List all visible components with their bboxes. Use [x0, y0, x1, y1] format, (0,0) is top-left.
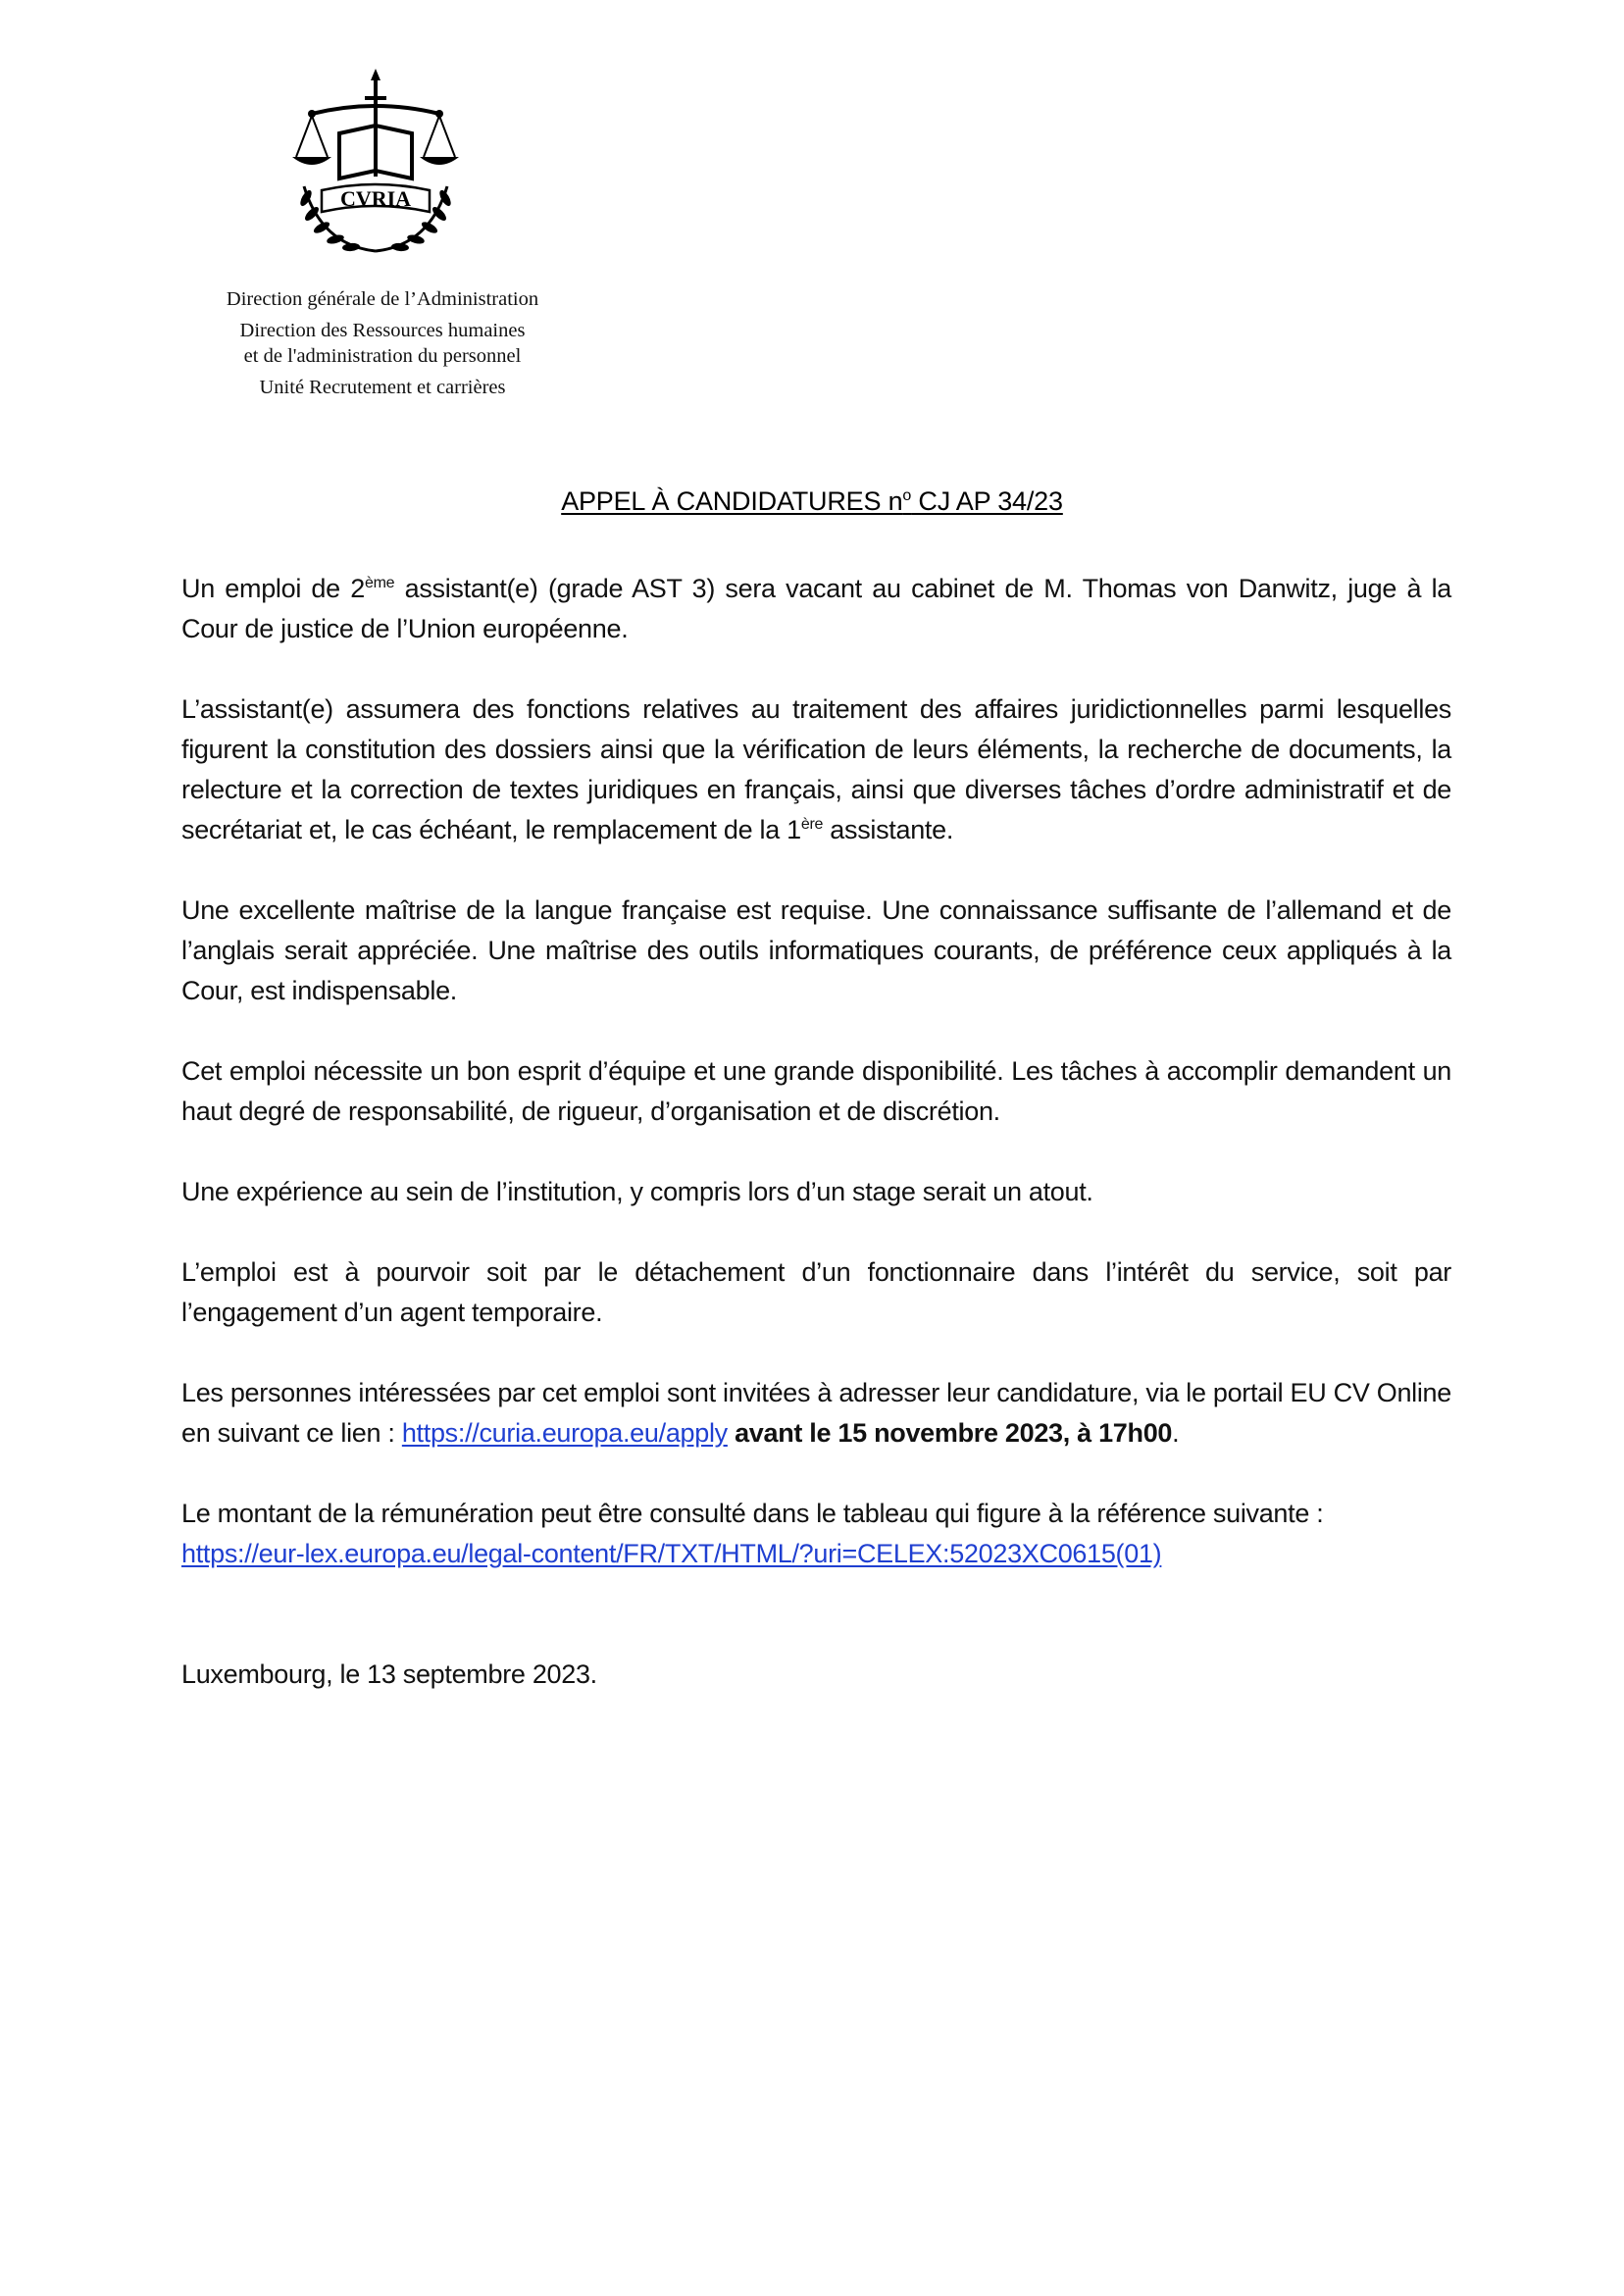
paragraph-duties — [181, 689, 1451, 850]
paragraph-languages: Une excellente maîtrise de la langue française est requise. Une connaissance suffisante de l’allemand et de l’anglais serait appréciée. Une maîtrise des outils informatiques courants, de préférence ceux appliqués à la Cour, est indispensable. — [181, 895, 1451, 1005]
paragraph-remuneration — [181, 1494, 1451, 1574]
eur-lex-link[interactable]: https://eur-lex.europa.eu/legal-content/FR/TXT/HTML/?uri=CELEX:52023XC0615(01) — [181, 1539, 1162, 1568]
spacer — [181, 1614, 1451, 1655]
directorate-line-1: Direction des Ressources humaines — [239, 320, 526, 341]
paragraph-vacancy — [181, 569, 1451, 649]
paragraph-recruitment: L’emploi est à pourvoir soit par le détachement d’un fonctionnaire dans l’intérêt du service, soit par l’engagement d’un agent temporaire. — [181, 1257, 1451, 1327]
paragraph-application — [181, 1373, 1451, 1454]
scales-of-justice-emblem — [282, 69, 469, 261]
unit-line: Unité Recrutement et carrières — [259, 377, 506, 398]
paragraph-application-end: . — [1172, 1418, 1180, 1448]
paragraph-application-text: Les personnes intéressées par cet emploi sont invitées à adresser leur candidature, via le portail EU CV Online en suivant ce lien : — [181, 1378, 1451, 1448]
title-superscript: o — [902, 487, 912, 504]
title-prefix: APPEL À CANDIDATURES n — [561, 486, 903, 516]
paragraph-vacancy-sup: ème — [364, 575, 395, 591]
paragraph-duties-text-a: L’assistant(e) assumera des fonctions relatives au traitement des affaires juridictionnelles parmi lesquelles figurent la constitution des dossiers ainsi que la vérification de leurs éléments, la recherche de documents, la relecture et la correction de textes juridiques en français, ainsi que diverses tâches d’ordre administratif et de secrétariat et, le cas échéant, le remplacement de la 1 — [181, 694, 1451, 844]
paragraph-vacancy-text-a: Un emploi de 2 — [181, 574, 365, 603]
paragraph-team-spirit: Cet emploi nécessite un bon esprit d’équipe et une grande disponibilité. Les tâches à accomplir demandent un haut degré de responsabilité, de rigueur, d’organisation et de discrétion. — [181, 1056, 1451, 1126]
page-title — [0, 485, 1624, 518]
document-body — [181, 569, 1451, 1735]
closing-date-line: Luxembourg, le 13 septembre 2023. — [181, 1659, 597, 1689]
directorate-general-line: Direction générale de l’Administration — [226, 288, 539, 310]
paragraph-vacancy-text-b: assistant(e) (grade AST 3) sera vacant au cabinet de M. Thomas von Danwitz, juge à la Cour de justice de l’Union européenne. — [181, 574, 1451, 643]
title-suffix: CJ AP 34/23 — [911, 486, 1063, 516]
curia-logo — [282, 69, 469, 261]
directorate-line-2: et de l'administration du personnel — [243, 345, 522, 367]
apply-link[interactable]: https://curia.europa.eu/apply — [401, 1418, 728, 1448]
paragraph-duties-sup: ère — [800, 816, 824, 833]
paragraph-duties-text-b: assistante. — [823, 815, 954, 844]
department-header — [177, 286, 588, 400]
paragraph-experience: Une expérience au sein de l’institution, y compris lors d’un stage serait un atout. — [181, 1177, 1093, 1206]
logo-wordmark: CVRIA — [339, 186, 412, 211]
deadline-text: avant le 15 novembre 2023, à 17h00 — [727, 1418, 1173, 1448]
paragraph-remuneration-text: Le montant de la rémunération peut être consulté dans le tableau qui figure à la référence suivante : — [181, 1499, 1324, 1528]
